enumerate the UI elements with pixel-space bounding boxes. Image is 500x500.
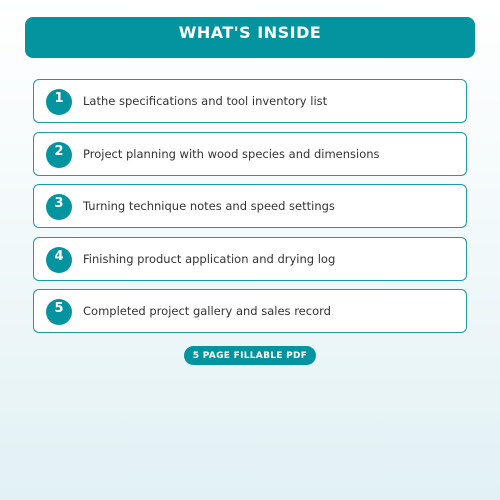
list-item-text: Completed project gallery and sales record bbox=[83, 304, 331, 318]
list-item-text: Finishing product application and drying log bbox=[83, 251, 336, 266]
list-item bbox=[33, 237, 467, 281]
header-banner bbox=[25, 17, 475, 58]
page-title: WHAT'S INSIDE bbox=[178, 22, 322, 42]
number-badge: 3 bbox=[46, 194, 72, 220]
list-item-text: Project planning with wood species and dimensions bbox=[83, 146, 380, 161]
number-badge: 2 bbox=[46, 142, 72, 168]
list-item-text: Turning technique notes and speed settings bbox=[83, 199, 335, 213]
format-badge: 5 PAGE FILLABLE PDF bbox=[184, 346, 316, 365]
list-item bbox=[33, 184, 467, 228]
number-badge: 5 bbox=[46, 299, 72, 325]
list-item bbox=[33, 289, 467, 333]
list-item bbox=[33, 132, 467, 176]
number-badge: 4 bbox=[46, 247, 72, 273]
list-item bbox=[33, 79, 467, 123]
contents-list bbox=[33, 79, 467, 342]
number-badge: 1 bbox=[46, 89, 72, 115]
list-item-text: Lathe specifications and tool inventory list bbox=[83, 94, 328, 108]
